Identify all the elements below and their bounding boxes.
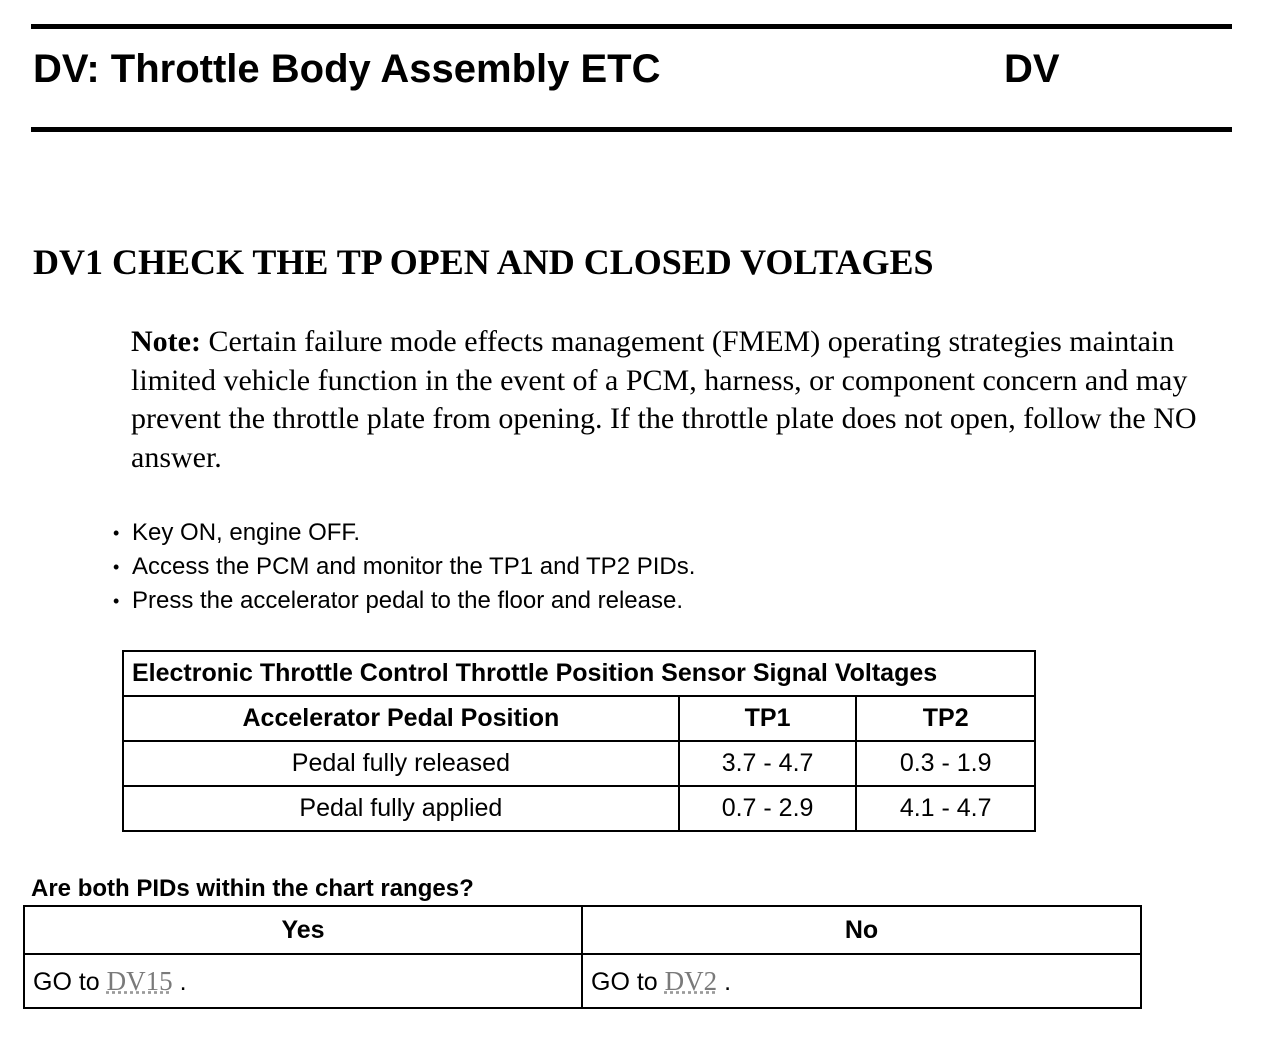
- no-action-prefix: GO to: [591, 967, 665, 996]
- step-text: Access the PCM and monitor the TP1 and TP2 PIDs.: [132, 553, 696, 580]
- column-header: Accelerator Pedal Position: [123, 696, 679, 741]
- table-cell: 0.3 - 1.9: [856, 741, 1035, 786]
- list-item: [113, 584, 695, 618]
- table-cell: 3.7 - 4.7: [679, 741, 857, 786]
- yes-action-suffix: .: [172, 967, 187, 996]
- table-cell: 4.1 - 4.7: [856, 786, 1035, 831]
- bullet-icon: •: [113, 557, 120, 577]
- table-caption-row: [123, 651, 1035, 696]
- header-bottom-rule: [31, 127, 1232, 132]
- table-cell: Pedal fully applied: [123, 786, 679, 831]
- column-header: TP2: [856, 696, 1035, 741]
- table-cell: 0.7 - 2.9: [679, 786, 857, 831]
- answer-table: [23, 905, 1142, 1009]
- top-rule: [31, 24, 1232, 29]
- section-code: DV: [1004, 47, 1060, 91]
- bullet-icon: •: [113, 523, 120, 543]
- table-header-row: [123, 696, 1035, 741]
- table-row: [123, 741, 1035, 786]
- decision-question: Are both PIDs within the chart ranges?: [31, 875, 474, 902]
- note-paragraph: [131, 323, 1231, 477]
- yes-action-prefix: GO to: [33, 967, 107, 996]
- bullet-icon: •: [113, 591, 120, 611]
- list-item: [113, 516, 695, 550]
- step-text: Press the accelerator pedal to the floor and release.: [132, 587, 683, 614]
- no-header: No: [582, 906, 1141, 954]
- table-cell: Pedal fully released: [123, 741, 679, 786]
- dv15-link[interactable]: DV15: [106, 965, 173, 996]
- yes-action: [24, 954, 582, 1008]
- note-text: Certain failure mode effects management (FMEM) operating strategies maintain limited vehicle function in the event of a PCM, harness, or component concern and may prevent the throttle plate from opening. If the throttle plate does not open, follow the NO answer.: [131, 325, 1197, 474]
- table-row: [123, 786, 1035, 831]
- voltage-table: [122, 650, 1036, 832]
- step-heading: DV1 CHECK THE TP OPEN AND CLOSED VOLTAGES: [33, 242, 934, 282]
- column-header: TP1: [679, 696, 857, 741]
- page-title: DV: Throttle Body Assembly ETC: [33, 47, 661, 91]
- list-item: [113, 550, 695, 584]
- step-list: [113, 516, 695, 618]
- no-action-suffix: .: [717, 967, 732, 996]
- step-text: Key ON, engine OFF.: [132, 519, 361, 546]
- note-label: Note:: [131, 325, 201, 358]
- yes-header: Yes: [24, 906, 582, 954]
- table-caption: Electronic Throttle Control Throttle Position Sensor Signal Voltages: [123, 651, 1035, 696]
- answer-row: [24, 954, 1141, 1008]
- dv2-link[interactable]: DV2: [664, 965, 718, 996]
- answer-header-row: [24, 906, 1141, 954]
- no-action: [582, 954, 1141, 1008]
